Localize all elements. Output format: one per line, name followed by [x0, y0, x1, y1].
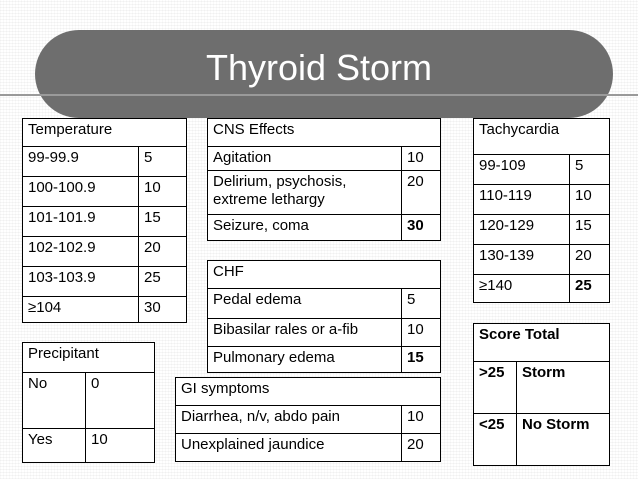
- cns-score: 10: [402, 147, 441, 171]
- heart-rate-score: 10: [570, 185, 610, 215]
- score-threshold: <25: [474, 414, 517, 466]
- slide-title: Thyroid Storm: [205, 47, 433, 88]
- temperature-range: 101-101.9: [23, 207, 139, 237]
- banner-divider: [0, 94, 638, 96]
- gi-symptom: Diarrhea, n/v, abdo pain: [176, 406, 402, 434]
- gi-score: 20: [402, 434, 441, 462]
- temperature-range: ≥104: [23, 297, 139, 323]
- chf-score: 5: [402, 289, 441, 319]
- temperature-header: Temperature: [23, 119, 187, 147]
- gi-symptoms-table: [175, 377, 441, 462]
- temperature-range: 103-103.9: [23, 267, 139, 297]
- heart-rate-range: ≥140: [474, 275, 570, 303]
- temperature-score: 25: [139, 267, 187, 297]
- heart-rate-range: 120-129: [474, 215, 570, 245]
- precipitant-option: Yes: [23, 429, 86, 463]
- temperature-range: 99-99.9: [23, 147, 139, 177]
- temperature-range: 102-102.9: [23, 237, 139, 267]
- score-threshold: >25: [474, 362, 517, 414]
- precipitant-score: 10: [86, 429, 155, 463]
- cns-header: CNS Effects: [208, 119, 441, 147]
- temperature-score: 20: [139, 237, 187, 267]
- tachycardia-header: Tachycardia: [474, 119, 610, 155]
- cns-score: 30: [402, 215, 441, 241]
- chf-score: 10: [402, 319, 441, 347]
- score-total-table: [473, 323, 610, 466]
- precipitant-option: No: [23, 373, 86, 429]
- heart-rate-range: 130-139: [474, 245, 570, 275]
- heart-rate-score: 5: [570, 155, 610, 185]
- score-result: Storm: [517, 362, 610, 414]
- tachycardia-table: [473, 118, 610, 303]
- gi-symptom: Unexplained jaundice: [176, 434, 402, 462]
- heart-rate-range: 110-119: [474, 185, 570, 215]
- cns-symptom: Delirium, psychosis, extreme lethargy: [208, 171, 402, 215]
- heart-rate-score: 20: [570, 245, 610, 275]
- temperature-table: [22, 118, 187, 323]
- temperature-score: 30: [139, 297, 187, 323]
- score-total-header: Score Total: [474, 324, 610, 362]
- temperature-score: 10: [139, 177, 187, 207]
- cns-effects-table: [207, 118, 441, 241]
- heart-rate-score: 25: [570, 275, 610, 303]
- chf-sign: Pedal edema: [208, 289, 402, 319]
- chf-sign: Pulmonary edema: [208, 347, 402, 373]
- temperature-range: 100-100.9: [23, 177, 139, 207]
- heart-rate-score: 15: [570, 215, 610, 245]
- score-result: No Storm: [517, 414, 610, 466]
- chf-header: CHF: [208, 261, 441, 289]
- cns-score: 20: [402, 171, 441, 215]
- gi-header: GI symptoms: [176, 378, 441, 406]
- chf-score: 15: [402, 347, 441, 373]
- precipitant-table: [22, 342, 155, 463]
- cns-symptom: Seizure, coma: [208, 215, 402, 241]
- temperature-score: 5: [139, 147, 187, 177]
- cns-symptom: Agitation: [208, 147, 402, 171]
- chf-sign: Bibasilar rales or a-fib: [208, 319, 402, 347]
- precipitant-score: 0: [86, 373, 155, 429]
- gi-score: 10: [402, 406, 441, 434]
- chf-table: [207, 260, 441, 373]
- heart-rate-range: 99-109: [474, 155, 570, 185]
- temperature-score: 15: [139, 207, 187, 237]
- precipitant-header: Precipitant: [23, 343, 155, 373]
